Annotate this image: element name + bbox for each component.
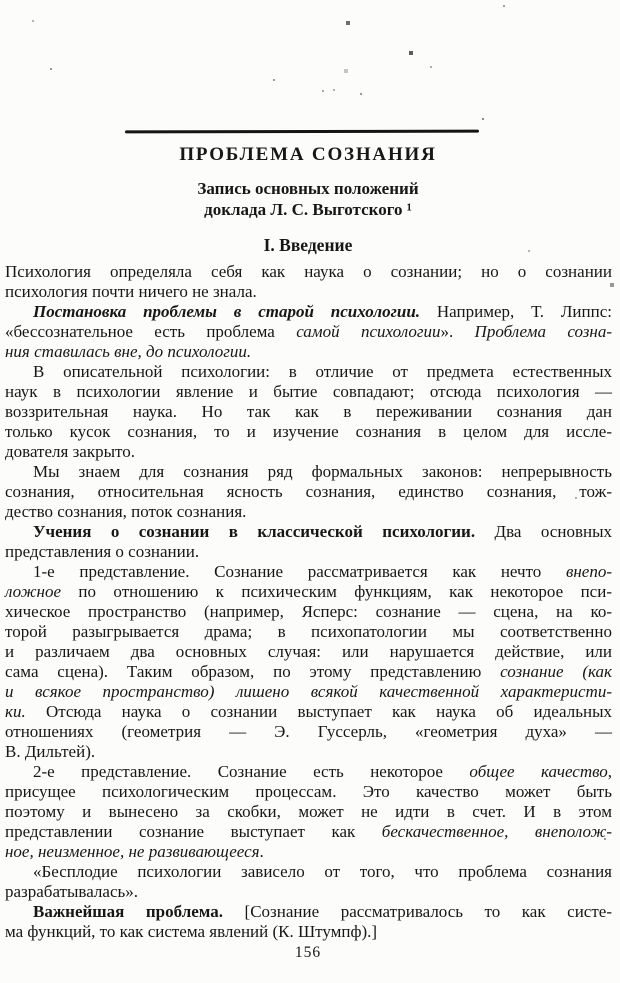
text-segment: хическое пространство (например, Ясперс: сознание — сцена, на ко- (5, 602, 612, 621)
text-segment: 1-е представление. Сознание рассматривается как нечто (33, 562, 566, 581)
scan-noise-speckles (0, 0, 2, 2)
text-segment: сознания, относительная ясность сознания, единство сознания, тож- (5, 482, 612, 501)
text-segment: отношениях (геометрия — Э. Гуссерль, «геометрия духа» — (5, 722, 612, 741)
text-segment: психология почти ничего не знала. (5, 282, 257, 301)
text-segment: 2-е представление. Сознание есть некоторое (33, 762, 470, 781)
text-line (5, 282, 612, 302)
text-segment: только кусок сознания, то и изучение сознания в целом для иссле- (5, 422, 612, 441)
text-line (5, 842, 612, 862)
text-segment: Постановка проблемы в старой психологии. (33, 302, 421, 321)
text-line (5, 342, 612, 362)
text-line (5, 642, 612, 662)
text-segment: . (259, 842, 264, 861)
text-line (5, 502, 612, 522)
text-line (5, 402, 612, 422)
text-segment: Отсюда наука о сознании выступает как наука об идеальных (25, 702, 612, 721)
text-segment: «бессознательное есть проблема (5, 322, 297, 341)
text-line (5, 442, 612, 462)
page-number: 156 (294, 944, 322, 961)
text-segment: торой разыгрывается драма; в психопатологии мы соответственно (5, 622, 612, 641)
text-segment: воззрительная наука. Но так как в переживании сознания дан (5, 402, 612, 421)
text-line (5, 682, 612, 702)
text-segment: разрабатывалась». (5, 882, 138, 901)
text-segment: присущее психологическим процессам. Это качество может быть (5, 782, 612, 801)
text-segment: общее качество (469, 762, 608, 781)
text-segment: и всякое пространство) лишено всякой качественной характеристи- (5, 682, 612, 701)
text-line (5, 382, 612, 402)
text-segment: ». (440, 322, 475, 341)
text-line (5, 542, 612, 562)
text-segment: поэтому и вынесено за скобки, может не идти в счет. И в этом (5, 802, 612, 821)
text-segment: дователя закрыто. (5, 442, 135, 461)
text-segment: Важнейшая проблема. (33, 902, 224, 921)
text-line (5, 762, 612, 782)
section-heading: I. Введение (263, 235, 353, 255)
text-segment: и различаем два основных случая: или нарушается действие, или (5, 642, 612, 661)
text-segment: «Бесплодие психологии зависело от того, что проблема сознания (33, 862, 612, 881)
text-line (5, 582, 612, 602)
text-line (5, 622, 612, 642)
text-segment: Два основных (475, 522, 612, 541)
text-segment: ма функций, то как система явлений (К. Штумпф).] (5, 922, 378, 941)
text-line (5, 742, 612, 762)
header-rule (125, 130, 479, 134)
body-lines (5, 262, 612, 942)
text-line (5, 822, 612, 842)
text-segment: дество сознания, поток сознания. (5, 502, 247, 521)
text-segment: сознание (как (500, 662, 612, 681)
text-line (5, 322, 612, 342)
text-segment: самой психологии (296, 322, 441, 341)
text-segment: внепо- (565, 562, 612, 581)
page-title: ПРОБЛЕМА СОЗНАНИЯ (179, 144, 437, 165)
text-line (5, 702, 612, 722)
text-segment: сама сцена). Таким образом, по этому представлению (5, 662, 501, 681)
text-segment: по отношению к психическим функциям, как некоторое пси- (61, 582, 612, 601)
page-subtitle (4, 178, 612, 220)
text-line (5, 802, 612, 822)
text-line (5, 882, 612, 902)
text-line (5, 562, 612, 582)
text-segment: ложное (5, 582, 61, 601)
text-segment: представлении сознание выступает как (5, 822, 382, 841)
text-segment: Например, Т. Липпс: (420, 302, 612, 321)
text-line (5, 602, 612, 622)
text-line (5, 262, 612, 282)
text-line (5, 422, 612, 442)
text-segment: Проблема созна- (474, 322, 612, 341)
subtitle-line-1: Запись основных положений (197, 179, 419, 198)
text-line (5, 462, 612, 482)
text-segment: Мы знаем для сознания ряд формальных законов: непрерывность (33, 462, 612, 481)
text-segment: представления о сознании. (5, 542, 200, 561)
text-line (5, 662, 612, 682)
text-segment: Учения о сознании в классической психологии. (33, 522, 476, 541)
text-segment: [Сознание рассматривалось то как систе- (223, 902, 612, 921)
text-line (5, 862, 612, 882)
text-segment: наук в психологии явление и бытие совпадают; отсюда психология — (5, 382, 612, 401)
text-segment: Психология определяла себя как наука о сознании; но о сознании (5, 262, 612, 281)
subtitle-line-2: доклада Л. С. Выготского ¹ (204, 200, 412, 219)
text-segment: бескачественное, внеполож- (381, 822, 612, 841)
text-line (5, 522, 612, 542)
text-line (5, 782, 612, 802)
text-line (5, 362, 612, 382)
text-segment: ния ставилась вне, до психологии. (5, 342, 252, 361)
text-line (5, 922, 612, 942)
text-segment: ки. (5, 702, 26, 721)
text-segment: ное, неизменное, не развивающееся (5, 842, 260, 861)
text-line (5, 302, 612, 322)
text-line (5, 482, 612, 502)
text-segment: , (607, 762, 612, 781)
text-line (5, 902, 612, 922)
text-line (5, 722, 612, 742)
text-segment: В. Дильтей). (5, 742, 96, 761)
text-segment: В описательной психологии: в отличие от предмета естественных (33, 362, 612, 381)
